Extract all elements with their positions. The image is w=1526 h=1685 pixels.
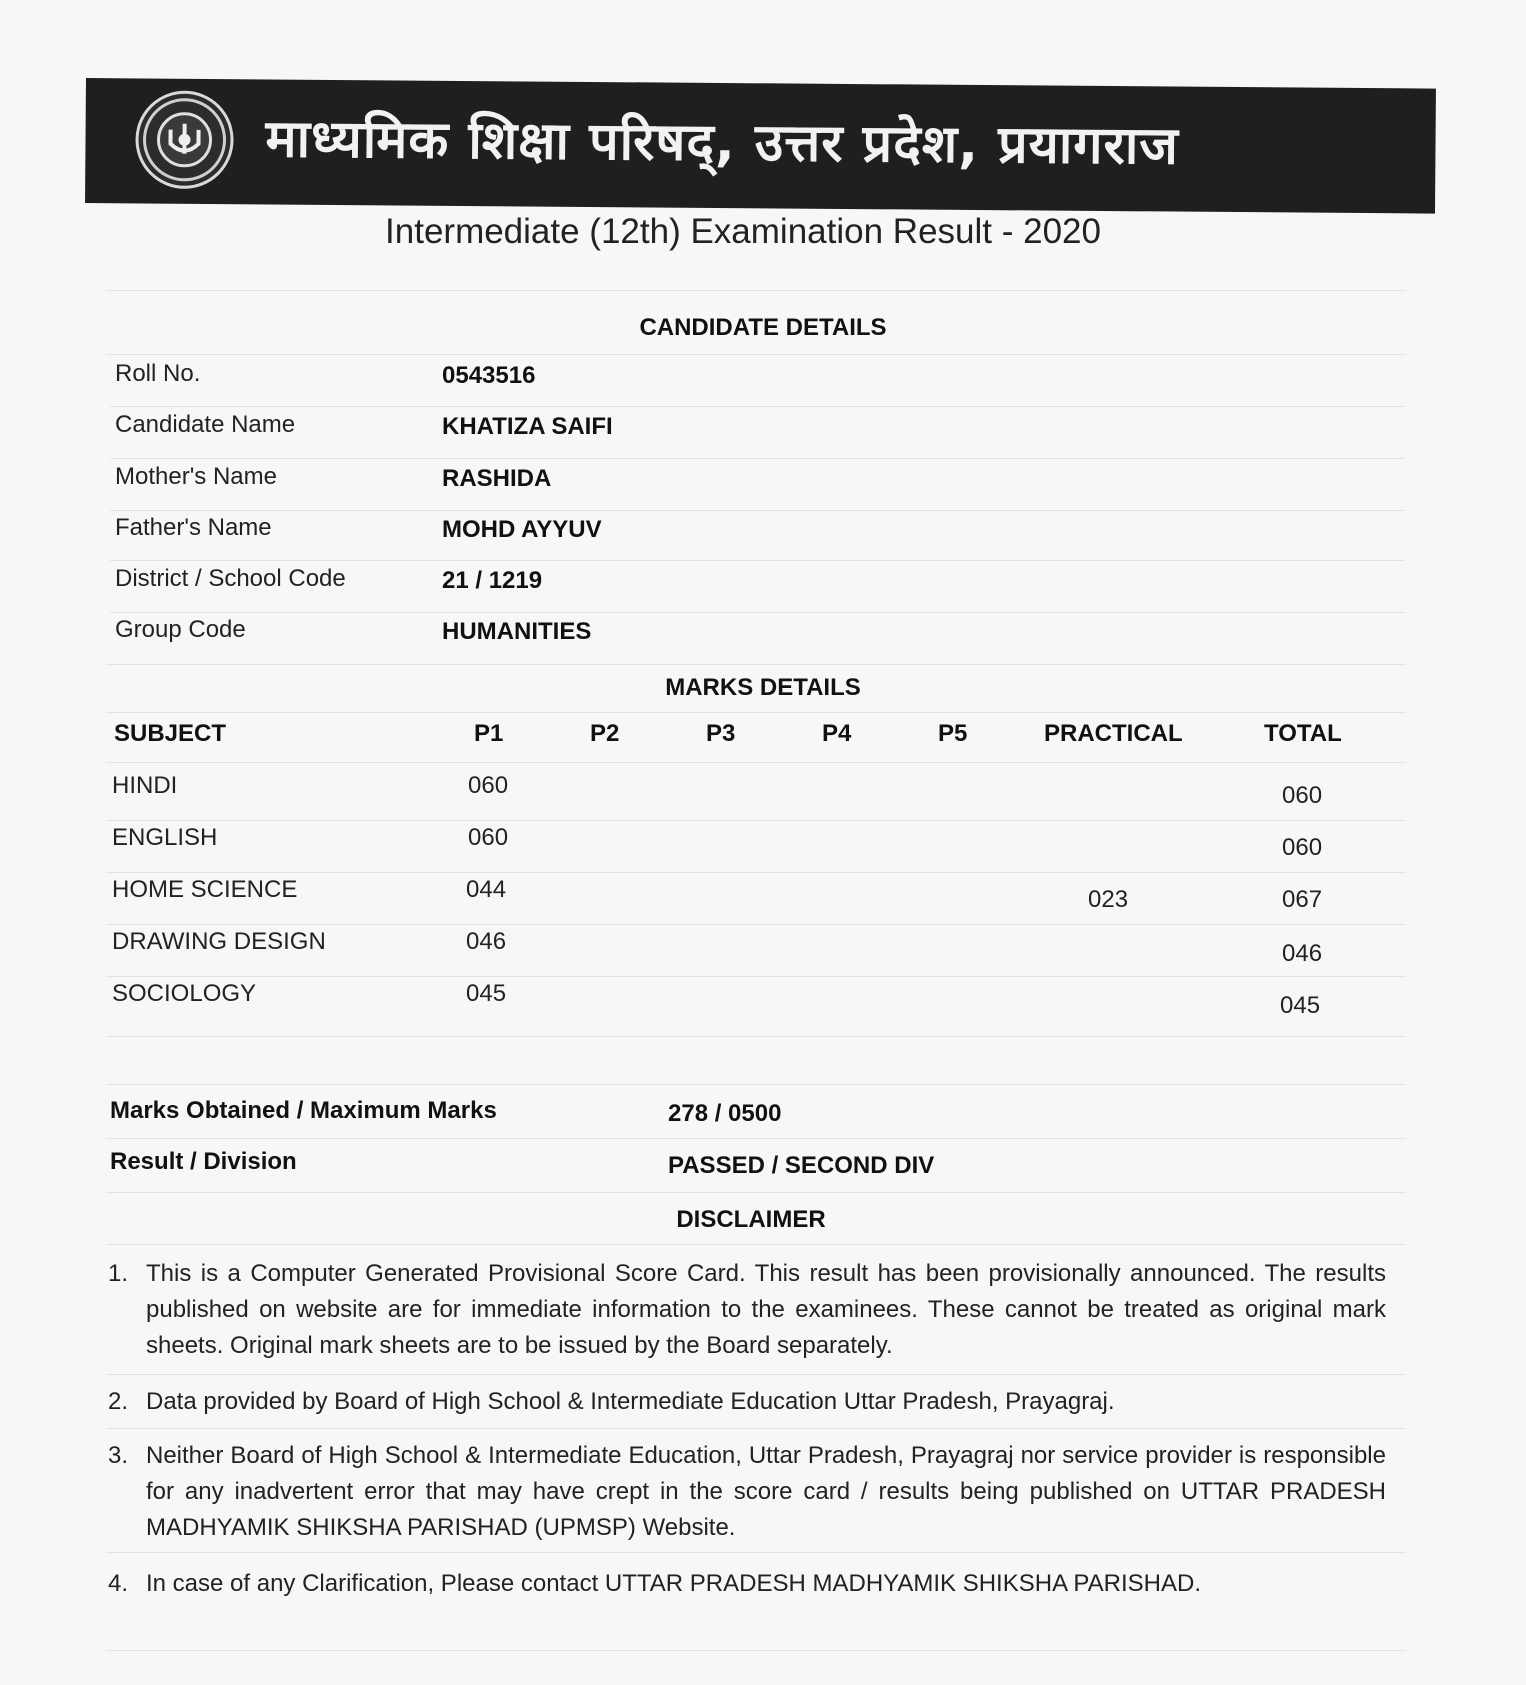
list-item-text: Neither Board of High School & Intermediate Education, Uttar Pradesh, Prayagraj nor service provider is responsible for any inadvertent error that may have crept in the score card / results being published on UTTAR PRADESH MADHYAMIK SHIKSHA PARISHAD (UPMSP) Website. xyxy=(146,1442,1386,1541)
divider xyxy=(106,924,1406,925)
divider xyxy=(106,664,1406,665)
candidate-value: HUMANITIES xyxy=(442,618,592,645)
divider xyxy=(106,290,1406,291)
marks-obtained-label: Marks Obtained / Maximum Marks xyxy=(110,1097,497,1124)
divider xyxy=(106,354,1406,355)
candidate-details-heading: CANDIDATE DETAILS xyxy=(639,314,887,341)
col-p1: P1 xyxy=(474,720,504,747)
total-cell: 046 xyxy=(1282,940,1323,967)
divider xyxy=(106,1428,1406,1429)
candidate-label: Roll No. xyxy=(115,360,201,387)
divider xyxy=(106,1374,1406,1375)
divider xyxy=(106,1036,1406,1037)
candidate-label: Group Code xyxy=(115,616,246,643)
list-item-number: 4. xyxy=(108,1570,129,1597)
p1-cell: 045 xyxy=(466,980,507,1007)
list-item-text: Data provided by Board of High School & Intermediate Education Uttar Pradesh, Prayagraj. xyxy=(146,1388,1115,1415)
candidate-row-group-code xyxy=(115,616,1405,666)
result-division-label: Result / Division xyxy=(110,1148,297,1175)
divider xyxy=(110,612,1405,613)
list-item-text: This is a Computer Generated Provisional Score Card. This result has been provisionally announced. The results published on website are for immediate information to the examinees. These cannot be treated as original mark sheets. Original mark sheets are to be issued by the Board separately. xyxy=(146,1260,1386,1359)
marks-obtained-value: 278 / 0500 xyxy=(668,1100,782,1127)
result-division-value: PASSED / SECOND DIV xyxy=(668,1152,935,1179)
subject-cell: HOME SCIENCE xyxy=(112,876,298,903)
divider xyxy=(106,872,1406,873)
p1-cell: 046 xyxy=(466,928,507,955)
candidate-value: KHATIZA SAIFI xyxy=(442,413,613,440)
table-row xyxy=(0,928,1526,978)
divider xyxy=(106,1138,1406,1139)
candidate-label: Candidate Name xyxy=(115,411,296,438)
candidate-label: Father's Name xyxy=(115,514,272,541)
table-row xyxy=(0,772,1526,822)
col-p4: P4 xyxy=(822,720,852,747)
divider xyxy=(110,406,1405,407)
candidate-value: RASHIDA xyxy=(442,465,552,492)
divider xyxy=(110,560,1405,561)
candidate-row-mother xyxy=(115,463,1405,513)
disclaimer-heading: DISCLAIMER xyxy=(676,1206,826,1233)
col-p3: P3 xyxy=(706,720,736,747)
subject-cell: SOCIOLOGY xyxy=(112,980,257,1007)
col-subject: SUBJECT xyxy=(114,720,227,747)
divider xyxy=(110,458,1405,459)
board-seal-icon xyxy=(135,90,234,189)
divider xyxy=(106,712,1406,713)
divider xyxy=(106,1192,1406,1193)
list-item-number: 1. xyxy=(108,1260,129,1287)
marks-details-heading: MARKS DETAILS xyxy=(665,674,861,701)
p1-cell: 060 xyxy=(468,772,509,799)
divider xyxy=(106,820,1406,821)
candidate-value: 21 / 1219 xyxy=(442,567,543,594)
candidate-value: 0543516 xyxy=(442,362,536,389)
candidate-row-father xyxy=(115,514,1405,564)
total-cell: 060 xyxy=(1282,834,1323,861)
divider xyxy=(110,510,1405,511)
col-p5: P5 xyxy=(938,720,968,747)
candidate-value: MOHD AYYUV xyxy=(442,516,602,543)
p1-cell: 060 xyxy=(468,824,509,851)
divider xyxy=(106,1244,1406,1245)
candidate-label: Mother's Name xyxy=(115,463,277,490)
divider xyxy=(106,762,1406,763)
total-cell: 060 xyxy=(1282,782,1323,809)
col-practical: PRACTICAL xyxy=(1044,720,1183,747)
table-row xyxy=(0,980,1526,1030)
divider xyxy=(106,1552,1406,1553)
total-cell: 067 xyxy=(1282,886,1323,913)
practical-cell: 023 xyxy=(1088,886,1129,913)
table-row xyxy=(0,876,1526,926)
subject-cell: HINDI xyxy=(112,772,178,799)
divider xyxy=(106,976,1406,977)
p1-cell: 044 xyxy=(466,876,507,903)
divider xyxy=(106,1084,1406,1085)
subject-cell: ENGLISH xyxy=(112,824,218,851)
divider xyxy=(106,1650,1406,1651)
col-p2: P2 xyxy=(590,720,620,747)
candidate-label: District / School Code xyxy=(115,565,346,592)
col-total: TOTAL xyxy=(1264,720,1342,747)
candidate-row-roll-no xyxy=(115,360,1405,410)
exam-title: Intermediate (12th) Examination Result - 2020 xyxy=(385,212,1101,251)
board-name: माध्यमिक शिक्षा परिषद्, उत्तर प्रदेश, प्रयागराज xyxy=(265,109,1180,177)
list-item-text: In case of any Clarification, Please contact UTTAR PRADESH MADHYAMIK SHIKSHA PARISHAD. xyxy=(146,1570,1202,1597)
total-cell: 045 xyxy=(1280,992,1321,1019)
header-banner xyxy=(85,78,1436,214)
candidate-row-name xyxy=(115,411,1405,461)
list-item-number: 2. xyxy=(108,1388,129,1415)
list-item-number: 3. xyxy=(108,1442,129,1469)
subject-cell: DRAWING DESIGN xyxy=(112,928,326,955)
candidate-row-district-school xyxy=(115,565,1405,615)
table-row xyxy=(0,824,1526,874)
